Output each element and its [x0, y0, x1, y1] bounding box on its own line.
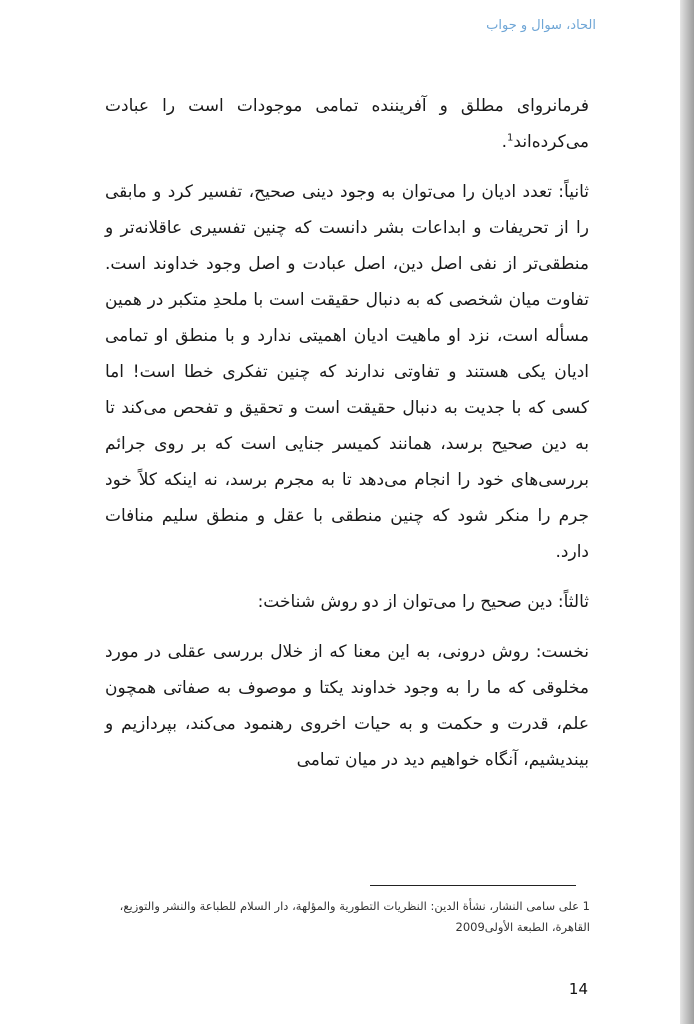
footnote-reference[interactable]: 1 [507, 132, 514, 144]
footnote [108, 896, 590, 938]
running-header: الحاد، سوال و جواب [486, 18, 596, 33]
footnote-line-1: 1 علی سامی النشار، نشأة الدین: النظریات التطوریة والمؤلهة، دار السلام للطباعة والنشر والتوزیع، [119, 899, 590, 913]
body-text [105, 88, 589, 792]
footnote-line-2: القاهرة، الطبعة الأولی2009 [455, 920, 590, 934]
paragraph-2: ثانیاً: تعدد ادیان را می‌توان به وجود دینی صحیح، تفسیر کرد و مابقی را از تحریفات و ابداعات بشر دانست که چنین تفسیری عاقلانه‌تر و منطقی‌تر از نفی اصل دین، اصل عبادت و اصل وجود خداوند است. تفاوت میان شخصی که به دنبال حقیقت است با ملحدِ متکبر در همین مسأله است، نزد او ماهیت ادیان اهمیتی ندارد و با منطق او تمامی ادیان یکی هستند و تفاوتی ندارند که چنین تفکری خطا است! اما کسی که با جدیت به دنبال حقیقت است و تحقیق و تفحص می‌کند تا به دین صحیح برسد، همانند کمیسر جنایی است که بر روی جرائم بررسی‌های خود را انجام می‌دهد تا به مجرم برسد، نه اینکه کلاً خود جرم را منکر شود که چنین منطقی با عقل و منطق سلیم منافات دارد. [105, 182, 589, 562]
paragraph-1: فرمانروای مطلق و آفریننده تمامی موجودات است را عبادت می‌کرده‌اند$^1$. [105, 96, 589, 152]
page-edge-shadow [680, 0, 694, 1024]
paragraph-1-text: فرمانروای مطلق و آفریننده تمامی موجودات است را عبادت می‌کرده‌اند [105, 96, 589, 152]
paragraph-4: نخست: روش درونی، به این معنا که از خلال بررسی عقلی در مورد مخلوقی که ما را به وجود خداوند یکتا و موصوف به صفاتی همچون علم، قدرت و حکمت و به حیات اخروی رهنمود می‌کند، بپردازیم و بیندیشیم، آنگاه خواهیم دید در میان تمامی [105, 642, 589, 770]
paragraph-3: ثالثاً: دین صحیح را می‌توان از دو روش شناخت: [257, 592, 589, 612]
footnote-separator [370, 885, 576, 886]
page-number: 14 [568, 980, 588, 998]
